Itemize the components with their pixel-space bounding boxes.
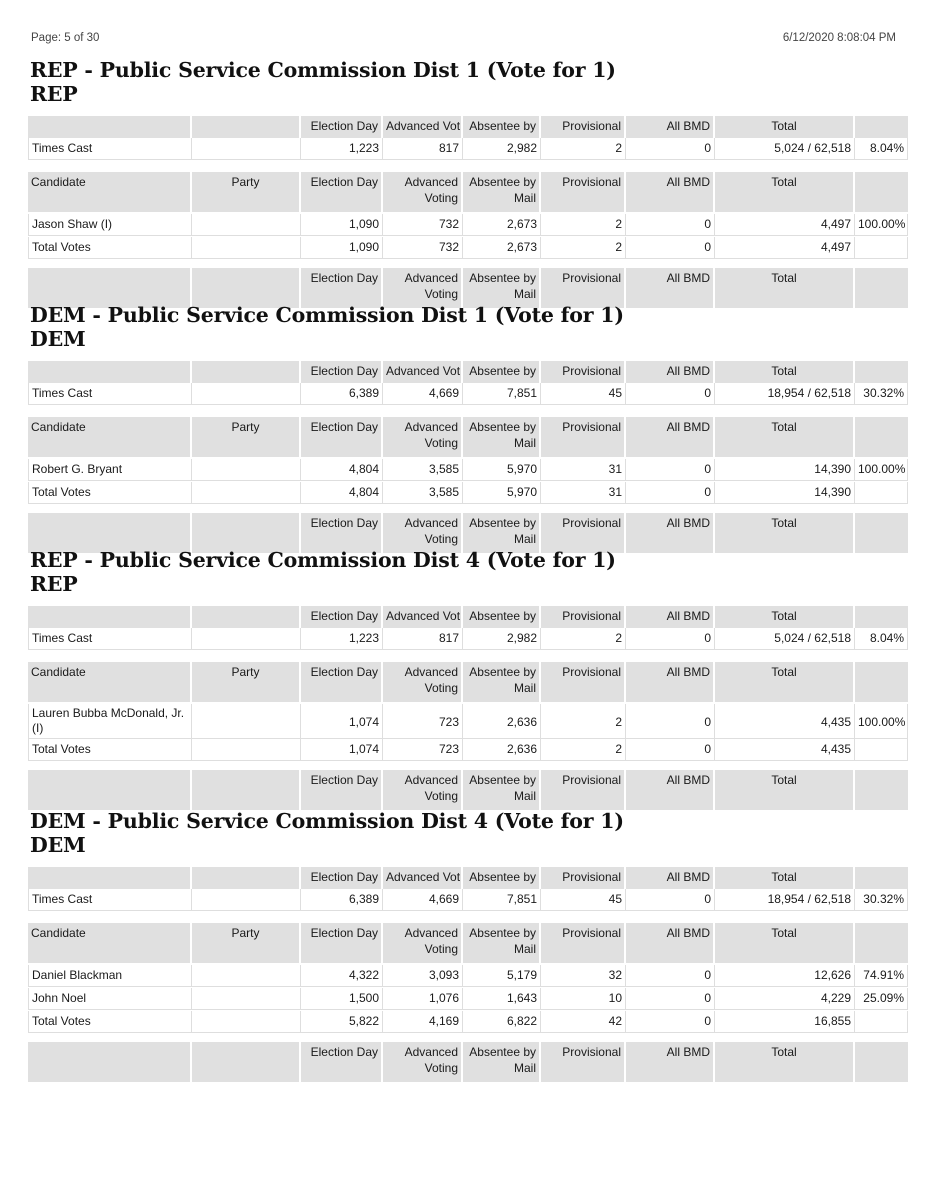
- race-party: DEM: [30, 327, 86, 351]
- candidate-percent: 74.91%: [855, 965, 908, 987]
- total-votes-value: 732: [383, 237, 463, 259]
- party-cell: [192, 739, 301, 761]
- candidate-votes: 0: [626, 704, 715, 739]
- times-cast-header-row: [28, 116, 908, 138]
- blank-header: [192, 606, 301, 628]
- race-block: [28, 809, 904, 1075]
- times-cast-value: 0: [626, 138, 715, 160]
- total-votes-value: 16,855: [715, 1011, 855, 1033]
- total-votes-value: 4,804: [301, 482, 383, 504]
- times-cast-header-row: [28, 867, 908, 889]
- percent-col-header: [855, 662, 908, 702]
- blank-header: [28, 867, 192, 889]
- footer-header-row: [28, 770, 908, 810]
- party-cell: [192, 482, 301, 504]
- candidate-col-header: Candidate: [28, 172, 192, 212]
- total-votes-value: 14,390: [715, 482, 855, 504]
- candidate-row: [28, 965, 908, 987]
- candidate-votes: 732: [383, 214, 463, 236]
- candidate-votes: 3,093: [383, 965, 463, 987]
- candidate-name: John Noel: [28, 988, 192, 1010]
- total-votes-value: 4,497: [715, 237, 855, 259]
- cast-col-header: Election Day: [301, 361, 383, 383]
- party-cell: [192, 237, 301, 259]
- times-cast-row: [28, 138, 908, 160]
- times-cast-value: 0: [626, 383, 715, 405]
- candidate-col-header: [28, 513, 192, 553]
- total-votes-value: 2,636: [463, 739, 541, 761]
- party-col-header: [192, 770, 301, 810]
- times-cast-row: [28, 628, 908, 650]
- total-votes-value: 4,435: [715, 739, 855, 761]
- total-votes-value: 42: [541, 1011, 626, 1033]
- party-col-header: Party: [192, 923, 301, 963]
- candidate-row: [28, 988, 908, 1010]
- cast-col-header: Advanced Vot: [383, 606, 463, 628]
- times-cast-value: 6,389: [301, 889, 383, 911]
- cast-col-header: Election Day: [301, 606, 383, 628]
- candidate-votes: 4,497: [715, 214, 855, 236]
- percent-cell: [855, 1011, 908, 1033]
- cast-col-header: Absentee by: [463, 116, 541, 138]
- party-cell: [192, 1011, 301, 1033]
- total-col-header: Total: [715, 923, 855, 963]
- times-cast-header-row: [28, 361, 908, 383]
- footer-header-row: [28, 268, 908, 308]
- total-col-header: Total: [715, 513, 855, 553]
- party-cell: [192, 988, 301, 1010]
- cast-col-header: All BMD: [626, 361, 715, 383]
- total-votes-label: Total Votes: [28, 739, 192, 761]
- cast-col-header: Absentee by: [463, 867, 541, 889]
- candidate-col-header: [28, 770, 192, 810]
- cast-col-header: Total: [715, 116, 855, 138]
- total-col-header: Total: [715, 268, 855, 308]
- blank-header: [192, 116, 301, 138]
- footer-header-row: [28, 1042, 908, 1082]
- race-party: DEM: [30, 833, 86, 857]
- blank-header: [192, 867, 301, 889]
- footer-header-row: [28, 513, 908, 553]
- blank-header: [192, 361, 301, 383]
- candidate-votes: 0: [626, 965, 715, 987]
- advanced-voting-col-header: Advanced Voting: [383, 268, 463, 308]
- candidate-name: Jason Shaw (I): [28, 214, 192, 236]
- cast-col-header: Election Day: [301, 867, 383, 889]
- all-bmd-col-header: All BMD: [626, 770, 715, 810]
- percent-cell: [855, 237, 908, 259]
- candidate-votes: 1,500: [301, 988, 383, 1010]
- race-block: [28, 548, 906, 803]
- election-day-col-header: Election Day: [301, 172, 383, 212]
- provisional-col-header: Provisional: [541, 172, 626, 212]
- times-cast-value: 2: [541, 138, 626, 160]
- candidate-percent: 100.00%: [855, 459, 908, 481]
- candidate-percent: 100.00%: [855, 704, 908, 739]
- cast-col-header: Provisional: [541, 867, 626, 889]
- times-cast-value: 1,223: [301, 628, 383, 650]
- party-col-header: [192, 1042, 301, 1082]
- times-cast-value: 5,024 / 62,518: [715, 628, 855, 650]
- provisional-col-header: Provisional: [541, 268, 626, 308]
- all-bmd-col-header: All BMD: [626, 662, 715, 702]
- times-cast-value: 5,024 / 62,518: [715, 138, 855, 160]
- candidate-col-header: [28, 1042, 192, 1082]
- provisional-col-header: Provisional: [541, 1042, 626, 1082]
- times-cast-value: 18,954 / 62,518: [715, 383, 855, 405]
- times-cast-value: 1,223: [301, 138, 383, 160]
- all-bmd-col-header: All BMD: [626, 1042, 715, 1082]
- race-title: REP - Public Service Commission Dist 1 (Vote for 1): [30, 58, 616, 82]
- times-cast-value: 817: [383, 628, 463, 650]
- advanced-voting-col-header: Advanced Voting: [383, 172, 463, 212]
- percent-col-header: [855, 770, 908, 810]
- total-votes-value: 1,074: [301, 739, 383, 761]
- total-votes-value: 2,673: [463, 237, 541, 259]
- times-cast-value: 0: [626, 628, 715, 650]
- candidate-votes: 1,090: [301, 214, 383, 236]
- all-bmd-col-header: All BMD: [626, 172, 715, 212]
- party-col-header: Party: [192, 417, 301, 457]
- absentee-col-header: Absentee by Mail: [463, 513, 541, 553]
- times-cast-value: 2: [541, 628, 626, 650]
- candidate-votes: 12,626: [715, 965, 855, 987]
- total-col-header: Total: [715, 417, 855, 457]
- total-votes-value: 0: [626, 482, 715, 504]
- party-cell: [192, 214, 301, 236]
- times-cast-value: 6,389: [301, 383, 383, 405]
- blank-header: [855, 867, 908, 889]
- cast-col-header: Total: [715, 867, 855, 889]
- blank-header: [855, 116, 908, 138]
- times-cast-value: 30.32%: [855, 889, 908, 911]
- candidate-percent: 25.09%: [855, 988, 908, 1010]
- all-bmd-col-header: All BMD: [626, 923, 715, 963]
- election-day-col-header: Election Day: [301, 923, 383, 963]
- total-col-header: Total: [715, 1042, 855, 1082]
- total-votes-value: 1,090: [301, 237, 383, 259]
- total-votes-value: 2: [541, 739, 626, 761]
- cast-col-header: Provisional: [541, 361, 626, 383]
- candidate-votes: 1,643: [463, 988, 541, 1010]
- provisional-col-header: Provisional: [541, 770, 626, 810]
- candidate-votes: 0: [626, 988, 715, 1010]
- times-cast-row: [28, 889, 908, 911]
- times-cast-value: 7,851: [463, 889, 541, 911]
- all-bmd-col-header: All BMD: [626, 417, 715, 457]
- times-cast-value: 4,669: [383, 889, 463, 911]
- election-day-col-header: Election Day: [301, 513, 383, 553]
- race-party: REP: [30, 572, 78, 596]
- times-cast-row: [28, 383, 908, 405]
- party-col-header: [192, 268, 301, 308]
- cast-col-header: All BMD: [626, 606, 715, 628]
- advanced-voting-col-header: Advanced Voting: [383, 513, 463, 553]
- times-cast-value: 2,982: [463, 138, 541, 160]
- percent-col-header: [855, 1042, 908, 1082]
- candidate-votes: 4,229: [715, 988, 855, 1010]
- provisional-col-header: Provisional: [541, 513, 626, 553]
- candidate-col-header: [28, 268, 192, 308]
- candidate-name: Daniel Blackman: [28, 965, 192, 987]
- times-cast-value: 8.04%: [855, 138, 908, 160]
- blank-header: [855, 606, 908, 628]
- absentee-col-header: Absentee by Mail: [463, 1042, 541, 1082]
- advanced-voting-col-header: Advanced Voting: [383, 417, 463, 457]
- total-votes-value: 5,970: [463, 482, 541, 504]
- times-cast-value: 45: [541, 889, 626, 911]
- advanced-voting-col-header: Advanced Voting: [383, 662, 463, 702]
- total-votes-label: Total Votes: [28, 237, 192, 259]
- total-col-header: Total: [715, 172, 855, 212]
- candidate-votes: 4,322: [301, 965, 383, 987]
- party-cell: [192, 889, 301, 911]
- party-cell: [192, 704, 301, 739]
- total-votes-value: 723: [383, 739, 463, 761]
- candidate-name: Lauren Bubba McDonald, Jr. (I): [28, 704, 192, 739]
- cast-col-header: Total: [715, 361, 855, 383]
- election-day-col-header: Election Day: [301, 1042, 383, 1082]
- total-votes-value: 0: [626, 1011, 715, 1033]
- total-votes-value: 0: [626, 237, 715, 259]
- percent-cell: [855, 482, 908, 504]
- total-votes-row: [28, 237, 908, 259]
- party-cell: [192, 459, 301, 481]
- cast-col-header: Advanced Vot: [383, 116, 463, 138]
- blank-header: [28, 606, 192, 628]
- total-votes-value: 31: [541, 482, 626, 504]
- candidate-votes: 31: [541, 459, 626, 481]
- race-party: REP: [30, 82, 78, 106]
- candidate-row: [28, 214, 908, 236]
- candidate-col-header: Candidate: [28, 923, 192, 963]
- candidate-votes: 10: [541, 988, 626, 1010]
- candidate-votes: 14,390: [715, 459, 855, 481]
- blank-header: [28, 361, 192, 383]
- times-cast-label: Times Cast: [28, 138, 192, 160]
- times-cast-value: 0: [626, 889, 715, 911]
- candidate-header-row: [28, 662, 908, 702]
- total-votes-value: 3,585: [383, 482, 463, 504]
- absentee-col-header: Absentee by Mail: [463, 923, 541, 963]
- percent-col-header: [855, 513, 908, 553]
- race-title: DEM - Public Service Commission Dist 4 (Vote for 1): [30, 809, 624, 833]
- total-col-header: Total: [715, 770, 855, 810]
- candidate-votes: 1,074: [301, 704, 383, 739]
- percent-cell: [855, 739, 908, 761]
- absentee-col-header: Absentee by Mail: [463, 770, 541, 810]
- candidate-votes: 2: [541, 214, 626, 236]
- total-votes-value: 6,822: [463, 1011, 541, 1033]
- provisional-col-header: Provisional: [541, 417, 626, 457]
- report-timestamp: 6/12/2020 8:08:04 PM: [782, 32, 896, 44]
- candidate-votes: 4,804: [301, 459, 383, 481]
- all-bmd-col-header: All BMD: [626, 268, 715, 308]
- candidate-header-row: [28, 923, 908, 963]
- blank-header: [28, 116, 192, 138]
- times-cast-value: 30.32%: [855, 383, 908, 405]
- candidate-votes: 2,636: [463, 704, 541, 739]
- candidate-votes: 1,076: [383, 988, 463, 1010]
- total-votes-value: 2: [541, 237, 626, 259]
- absentee-col-header: Absentee by Mail: [463, 268, 541, 308]
- total-votes-row: [28, 739, 908, 761]
- absentee-col-header: Absentee by Mail: [463, 662, 541, 702]
- candidate-votes: 2: [541, 704, 626, 739]
- cast-col-header: All BMD: [626, 867, 715, 889]
- party-col-header: Party: [192, 662, 301, 702]
- candidate-votes: 4,435: [715, 704, 855, 739]
- race-title: REP - Public Service Commission Dist 4 (Vote for 1): [30, 548, 616, 572]
- party-col-header: [192, 513, 301, 553]
- advanced-voting-col-header: Advanced Voting: [383, 770, 463, 810]
- election-day-col-header: Election Day: [301, 268, 383, 308]
- provisional-col-header: Provisional: [541, 662, 626, 702]
- candidate-votes: 3,585: [383, 459, 463, 481]
- cast-col-header: Total: [715, 606, 855, 628]
- times-cast-value: 45: [541, 383, 626, 405]
- advanced-voting-col-header: Advanced Voting: [383, 923, 463, 963]
- candidate-votes: 5,970: [463, 459, 541, 481]
- times-cast-value: 2,982: [463, 628, 541, 650]
- provisional-col-header: Provisional: [541, 923, 626, 963]
- candidate-votes: 723: [383, 704, 463, 739]
- total-votes-row: [28, 1011, 908, 1033]
- cast-col-header: Absentee by: [463, 606, 541, 628]
- cast-col-header: Provisional: [541, 606, 626, 628]
- total-votes-value: 4,169: [383, 1011, 463, 1033]
- percent-col-header: [855, 923, 908, 963]
- page-number: Page: 5 of 30: [31, 32, 100, 44]
- candidate-col-header: Candidate: [28, 417, 192, 457]
- party-cell: [192, 628, 301, 650]
- times-cast-label: Times Cast: [28, 628, 192, 650]
- candidate-col-header: Candidate: [28, 662, 192, 702]
- cast-col-header: Absentee by: [463, 361, 541, 383]
- percent-col-header: [855, 172, 908, 212]
- election-day-col-header: Election Day: [301, 662, 383, 702]
- total-votes-label: Total Votes: [28, 482, 192, 504]
- times-cast-value: 4,669: [383, 383, 463, 405]
- percent-col-header: [855, 268, 908, 308]
- page-header: [31, 32, 896, 44]
- times-cast-label: Times Cast: [28, 889, 192, 911]
- times-cast-value: 817: [383, 138, 463, 160]
- race-block: [28, 58, 906, 301]
- candidate-votes: 2,673: [463, 214, 541, 236]
- election-day-col-header: Election Day: [301, 770, 383, 810]
- cast-col-header: Advanced Vot: [383, 361, 463, 383]
- absentee-col-header: Absentee by Mail: [463, 172, 541, 212]
- candidate-percent: 100.00%: [855, 214, 908, 236]
- cast-col-header: Advanced Vot: [383, 867, 463, 889]
- cast-col-header: Election Day: [301, 116, 383, 138]
- total-col-header: Total: [715, 662, 855, 702]
- candidate-name: Robert G. Bryant: [28, 459, 192, 481]
- candidate-votes: 5,179: [463, 965, 541, 987]
- candidate-row: [28, 704, 908, 739]
- race-title: DEM - Public Service Commission Dist 1 (Vote for 1): [30, 303, 624, 327]
- candidate-header-row: [28, 172, 908, 212]
- times-cast-label: Times Cast: [28, 383, 192, 405]
- times-cast-value: 7,851: [463, 383, 541, 405]
- party-col-header: Party: [192, 172, 301, 212]
- total-votes-value: 5,822: [301, 1011, 383, 1033]
- party-cell: [192, 965, 301, 987]
- blank-header: [855, 361, 908, 383]
- percent-col-header: [855, 417, 908, 457]
- times-cast-header-row: [28, 606, 908, 628]
- total-votes-row: [28, 482, 908, 504]
- times-cast-value: 18,954 / 62,518: [715, 889, 855, 911]
- times-cast-value: 8.04%: [855, 628, 908, 650]
- party-cell: [192, 383, 301, 405]
- candidate-votes: 0: [626, 459, 715, 481]
- candidate-row: [28, 459, 908, 481]
- total-votes-label: Total Votes: [28, 1011, 192, 1033]
- candidate-votes: 0: [626, 214, 715, 236]
- election-day-col-header: Election Day: [301, 417, 383, 457]
- race-block: [28, 303, 906, 546]
- party-cell: [192, 138, 301, 160]
- cast-col-header: Provisional: [541, 116, 626, 138]
- candidate-header-row: [28, 417, 908, 457]
- all-bmd-col-header: All BMD: [626, 513, 715, 553]
- absentee-col-header: Absentee by Mail: [463, 417, 541, 457]
- candidate-votes: 32: [541, 965, 626, 987]
- cast-col-header: All BMD: [626, 116, 715, 138]
- advanced-voting-col-header: Advanced Voting: [383, 1042, 463, 1082]
- total-votes-value: 0: [626, 739, 715, 761]
